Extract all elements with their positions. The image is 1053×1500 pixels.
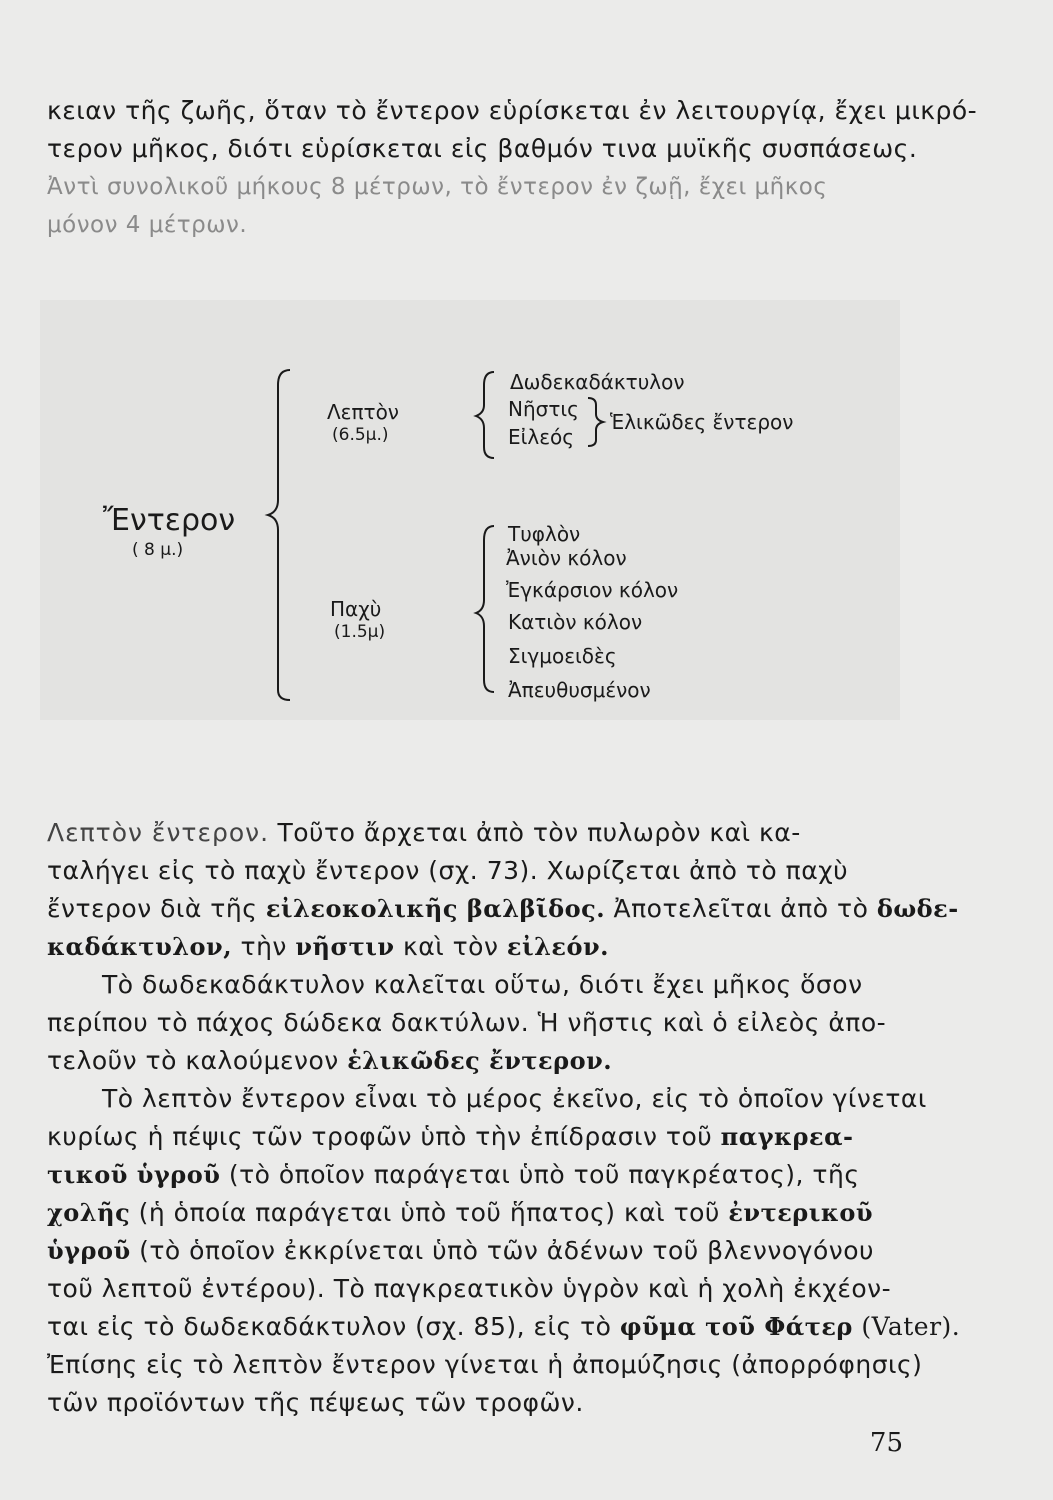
text-line: κειαν τῆς ζωῆς, ὅταν τὸ ἔντερον εὑρίσκεται ἐν λειτουργίᾳ, ἔχει μικρό- [47,96,978,125]
body-text [47,814,961,1422]
duodenum-item: Δωδεκαδάκτυλον [510,370,685,394]
text-line: ται εἰς τὸ δωδεκαδάκτυλον (σχ. 85), εἰς τὸ φῦμα τοῦ Φάτερ (Vater). [47,1312,961,1341]
text-line: Ἐπίσης εἰς τὸ λεπτὸν ἔντερον γίνεται ἡ ἀπομύζησις (ἀπορρόφησις) [47,1350,923,1379]
ascending-colon-item: Ἀνιὸν κόλον [506,546,627,570]
text-line: τοῦ λεπτοῦ ἐντέρου). Τὸ παγκρεατικὸν ὑγρὸν καὶ ἡ χολὴ ἐκχέον- [47,1274,892,1303]
cecum-item: Τυφλὸν [508,522,581,546]
text-line: χολῆς (ἡ ὁποία παράγεται ὑπὸ τοῦ ἥπατος) καὶ τοῦ ἐντερικοῦ [47,1198,874,1227]
text-line: τῶν προϊόντων τῆς πέψεως τῶν τροφῶν. [47,1388,584,1417]
text-line: τελοῦν τὸ καλούμενον ἑλικῶδες ἔντερον. [47,1046,613,1075]
text-line: Ἀντὶ συνολικοῦ μήκους 8 μέτρων, τὸ ἔντερον ἐν ζωῇ, ἔχει μῆκος [47,174,828,200]
intestine-label: Ἔντερον [103,503,236,538]
text-line: ὑγροῦ (τὸ ὁποῖον ἐκκρίνεται ὑπὸ τῶν ἀδένων τοῦ βλεννογόνου [47,1236,874,1265]
text-line: Τὸ δωδεκαδάκτυλον καλεῖται οὕτω, διότι ἔχει μῆκος ὅσον [102,970,863,999]
small-intestine-label: Λεπτὸν [327,400,399,424]
text-line: Λεπτὸν ἔντερον. Τοῦτο ἄρχεται ἀπὸ τὸν πυλωρὸν καὶ κα- [47,818,801,847]
text-line: ἔντερον διὰ τῆς εἰλεοκολικῆς βαλβῖδος. Ἀποτελεῖται ἀπὸ τὸ δωδε- [47,894,959,923]
text-line: Τὸ λεπτὸν ἔντερον εἶναι τὸ μέρος ἐκεῖνο, εἰς τὸ ὁποῖον γίνεται [102,1084,927,1113]
intestine-length: ( 8 μ.) [132,540,184,560]
text-line: κυρίως ἡ πέψις τῶν τροφῶν ὑπὸ τὴν ἐπίδρασιν τοῦ παγκρεα- [47,1122,854,1151]
section-heading: Λεπτὸν ἔντερον. [47,818,270,847]
large-intestine-label: Παχὺ [330,597,382,621]
jejunum-item: Νῆστις [508,397,579,421]
text-line: μόνον 4 μέτρων. [47,212,248,238]
sigmoid-item: Σιγμοειδὲς [508,644,617,668]
text-line: καδάκτυλον, τὴν νῆστιν καὶ τὸν εἰλεόν. [47,932,610,961]
text-line: περίπου τὸ πάχος δώδεκα δακτύλων. Ἡ νῆστις καὶ ὁ εἰλεὸς ἀπο- [47,1008,887,1037]
large-intestine-length: (1.5μ) [334,622,386,642]
ileum-item: Εἰλεός [508,425,575,449]
rectum-item: Ἀπευθυσμένον [508,678,651,702]
small-intestine-length: (6.5μ.) [332,425,389,445]
helical-intestine-label: Ἑλικῶδες ἔντερον [610,410,794,434]
descending-colon-item: Κατιὸν κόλον [508,610,643,634]
text-line: ταλήγει εἰς τὸ παχὺ ἔντερον (σχ. 73). Χωρίζεται ἀπὸ τὸ παχὺ [47,856,849,885]
text-line: τερον μῆκος, διότι εὑρίσκεται εἰς βαθμόν τινα μυϊκῆς συσπάσεως. [47,134,918,163]
transverse-colon-item: Ἐγκάρσιον κόλον [506,578,679,602]
text-line: τικοῦ ὑγροῦ (τὸ ὁποῖον παράγεται ὑπὸ τοῦ παγκρέατος), τῆς [47,1160,860,1189]
page-number: 75 [869,1428,903,1458]
